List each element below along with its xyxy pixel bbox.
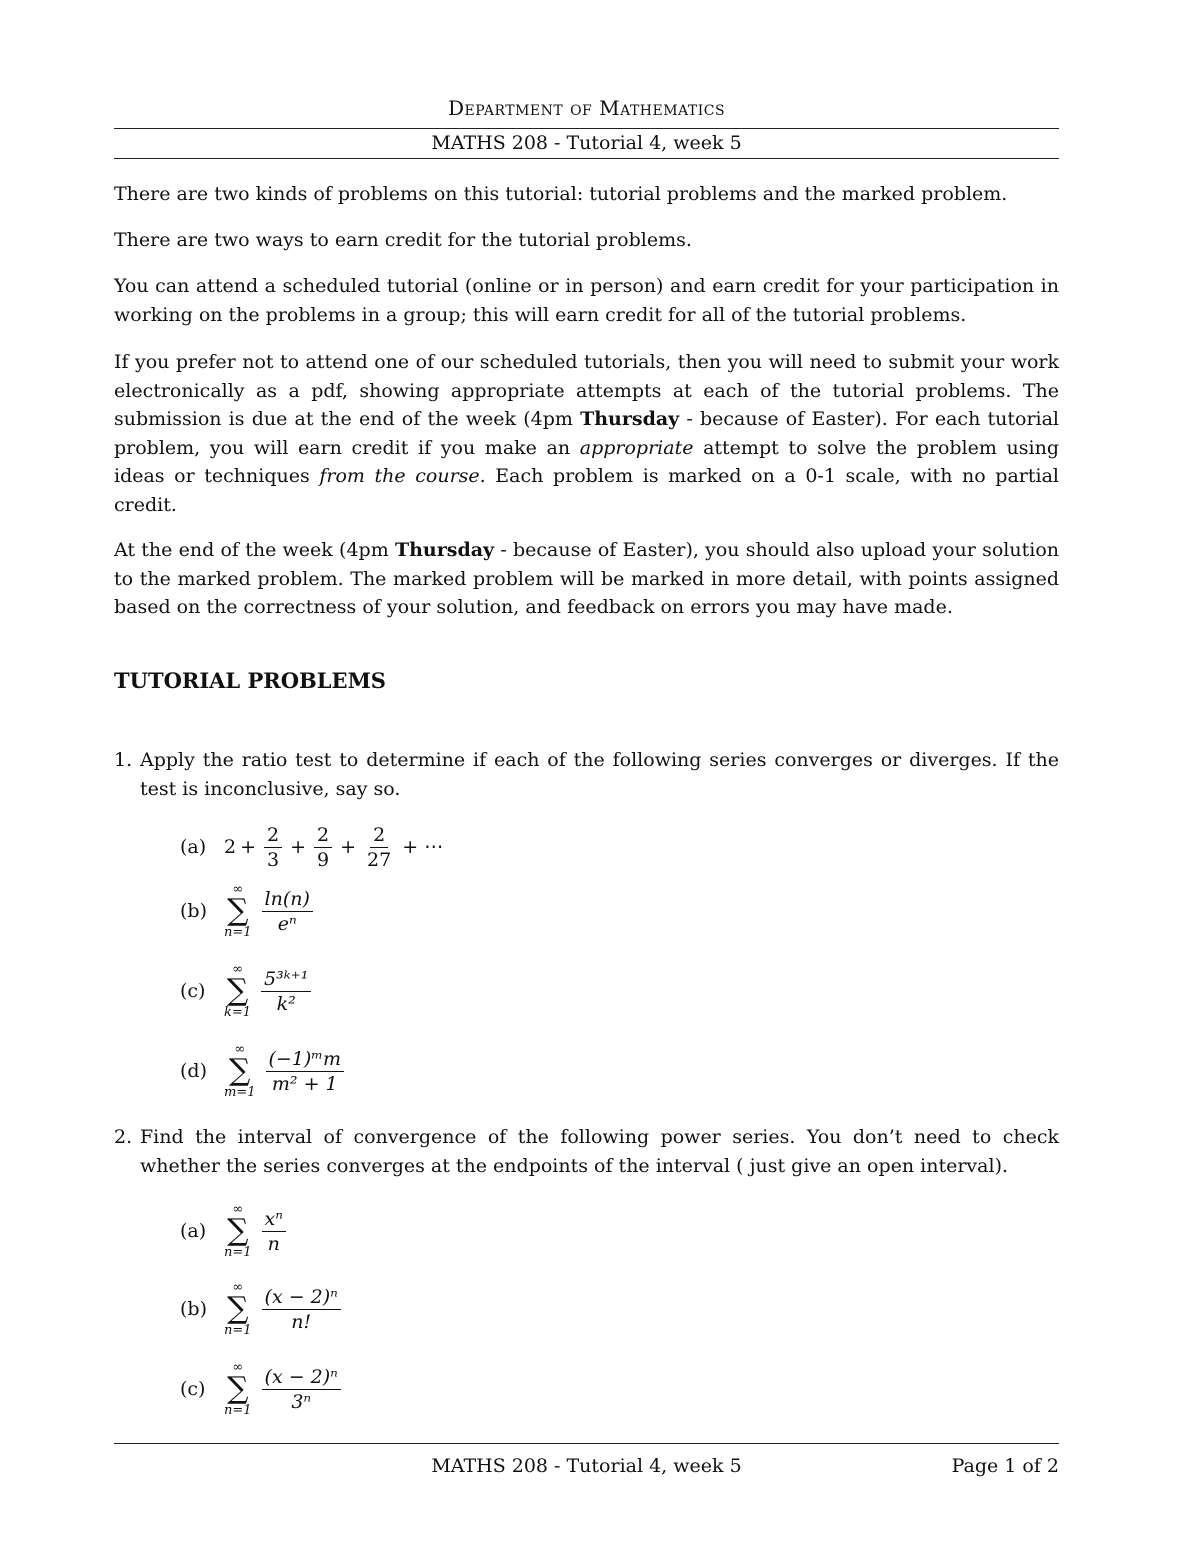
intro-paragraph-3: You can attend a scheduled tutorial (online or in person) and earn credit for your participation in working on the problems in a group; this will earn credit for all of the tutorial problems.	[114, 275, 1059, 326]
fraction: $\frac{\ln(n)}{\text{eⁿ}}$	[262, 887, 313, 936]
page-number: Page 1 of 2	[951, 1455, 1059, 1477]
intro-paragraph-1: There are two kinds of problems on this tutorial: tutorial problems and the marked problem.	[114, 183, 1008, 205]
problem-number: 1.	[114, 749, 133, 771]
part-label: (c)	[180, 1378, 206, 1400]
sum-symbol: ∞ ∑ n=1	[224, 1360, 252, 1418]
problem-number: 2.	[114, 1126, 133, 1148]
sum-symbol: ∞ ∑ k=1	[224, 962, 252, 1020]
math-expression	[224, 1361, 345, 1417]
fraction: $\frac{\text{(−1)ᵐm}}{\text{m² + 1}}$	[266, 1047, 345, 1096]
math-expression	[224, 963, 315, 1019]
fraction: $\frac{\text{(x − 2)ⁿ}}{\text{3ⁿ}}$	[262, 1365, 341, 1414]
course-title: MATHS 208 - Tutorial 4, week 5	[431, 132, 742, 154]
section-heading: TUTORIAL PROBLEMS	[114, 668, 386, 693]
fraction: $\frac{2}{9}$	[314, 823, 332, 872]
department-title: Department of Mathematics	[447, 96, 726, 120]
problem-1	[114, 746, 1059, 803]
fraction: $\frac{\text{(x − 2)ⁿ}}{n!}$	[262, 1285, 341, 1334]
fraction: $\frac{\text{5³ᵏ⁺¹}}{\text{k²}}$	[261, 967, 311, 1016]
fraction: $\frac{2}{3}$	[264, 823, 282, 872]
problem-2a	[180, 1196, 290, 1266]
part-label: (a)	[180, 836, 207, 858]
sum-symbol: ∞ ∑ n=1	[224, 882, 252, 940]
problem-text: Find the interval of convergence of the following power series. You don’t need to check whether the series converges at the endpoints of the interval ( just give an open interval).	[140, 1126, 1059, 1177]
fraction: $\frac{2}{27}$	[367, 823, 392, 871]
math-expression	[224, 1203, 290, 1259]
part-label: (b)	[180, 1298, 207, 1320]
sum-symbol: ∞ ∑ n=1	[224, 1280, 252, 1338]
intro-paragraph-5: At the end of the week (4pm Thursday - because of Easter), you should also upload your solution to the marked problem. The marked problem will be marked in more detail, with points assigned based on the correctness of your solution, and feedback on errors you may have made.	[114, 539, 1060, 619]
sum-symbol: ∞ ∑ n=1	[224, 1202, 252, 1260]
problem-2c	[180, 1354, 345, 1424]
math-expression	[224, 883, 317, 939]
problem-2b	[180, 1274, 345, 1344]
problem-2	[114, 1123, 1059, 1180]
header-rule-bottom	[114, 158, 1059, 159]
fraction: $\frac{\text{xⁿ}}{n}$	[262, 1207, 286, 1256]
bold-thursday: Thursday	[580, 408, 680, 431]
footer-rule	[114, 1443, 1059, 1444]
header-rule-top	[114, 128, 1059, 129]
math-expression	[224, 1281, 345, 1337]
intro-paragraph-4: If you prefer not to attend one of our scheduled tutorials, then you will need to submit your work electronically as a pdf, showing appropriate attempts at each of the tutorial problems. The submission is due at the end of the week (4pm Thursday - because of Easter). For each tutorial problem, you will earn credit if you make an appropriate attempt to solve the problem using ideas or techniques from the course. Each problem is marked on a 0-1 scale, with no partial credit.	[114, 351, 1060, 516]
problem-1b	[180, 876, 317, 946]
italic-from-course: from the course.	[319, 465, 486, 488]
problem-1a	[180, 812, 447, 882]
intro-paragraph-2: There are two ways to earn credit for the tutorial problems.	[114, 229, 692, 251]
italic-appropriate: appropriate	[579, 436, 694, 459]
part-label: (a)	[180, 1220, 207, 1242]
part-label: (d)	[180, 1060, 207, 1082]
bold-thursday-2: Thursday	[394, 539, 495, 561]
part-label: (c)	[180, 980, 206, 1002]
sum-symbol: ∞ ∑ m=1	[224, 1042, 256, 1100]
problem-1d	[180, 1036, 348, 1106]
math-expression	[224, 1043, 348, 1099]
math-expression: 2 + $\frac{2}{3}$ + $\frac{2}{9}$ + $\frac{2}{27}$ + ⋯	[224, 823, 444, 871]
problem-1c	[180, 956, 315, 1026]
problem-text: Apply the ratio test to determine if each of the following series converges or diverges. If the test is inconclusive, say so.	[140, 749, 1059, 800]
part-label: (b)	[180, 900, 207, 922]
footer-course: MATHS 208 - Tutorial 4, week 5	[431, 1455, 742, 1477]
